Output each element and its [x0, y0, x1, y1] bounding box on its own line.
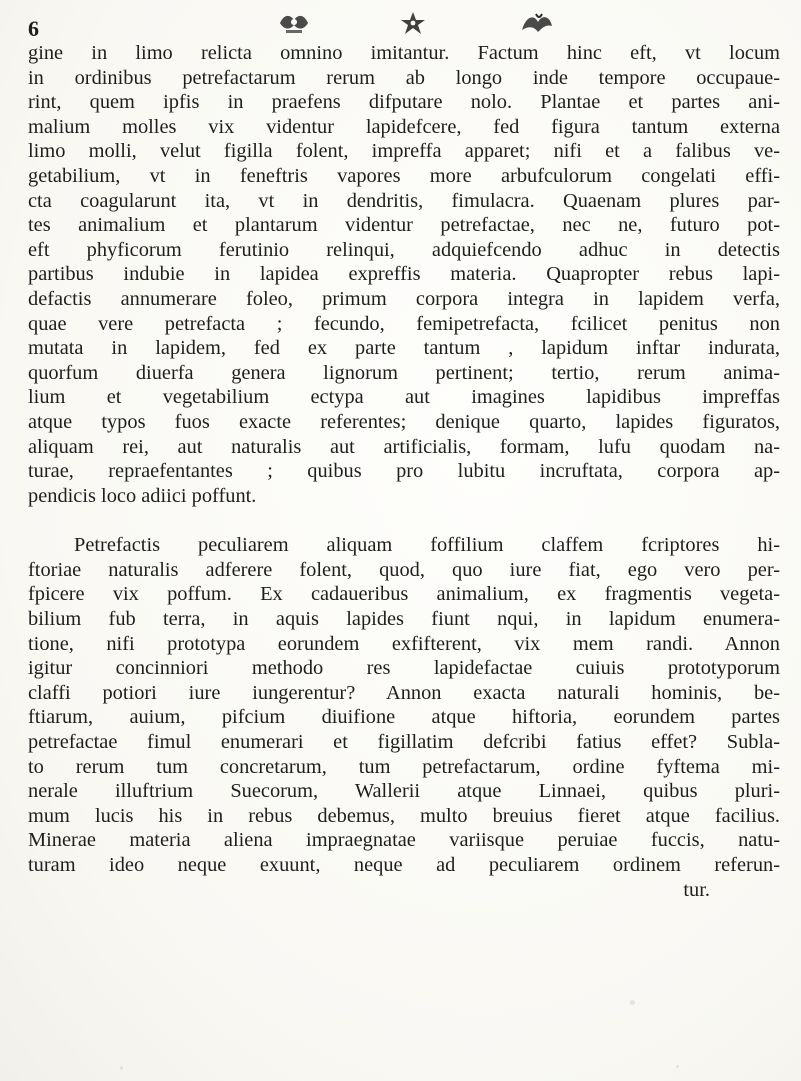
text-line: mutata in lapidem, fed ex parte tantum , lapidum inftar indurata, [28, 337, 780, 360]
paragraph-2 [28, 533, 780, 902]
paragraph-1 [28, 41, 780, 508]
text-line: quae vere petrefacta ; fecundo, femipetrefacta, fcilicet penitus non [28, 312, 780, 335]
text-line: tione, nifi prototypa eorundem exfifterent, vix mem randi. Annon [28, 632, 780, 655]
text-line: turae, repraefentantes ; quibus pro lubitu incruftata, corpora ap- [28, 460, 780, 483]
text-line: getabilium, vt in feneftris vapores more arbufculorum congelati effi- [28, 164, 780, 187]
text-line: pendicis loco adiici poffunt. [28, 484, 257, 507]
text-line: ftoriae naturalis adferere folent, quod, quo iure fiat, ego vero per- [28, 558, 780, 581]
text-line: igitur concinniori methodo res lapidefactae cuiuis prototyporum [28, 657, 780, 680]
header-ornament [248, 10, 588, 40]
paper-speck [676, 1065, 679, 1068]
body-text [28, 41, 780, 902]
paper-speck [630, 1000, 635, 1005]
text-line: limo molli, velut figilla folent, impreffa apparet; nifi et a falibus ve- [28, 140, 780, 163]
text-line: rint, quem ipfis in praefens difputare nolo. Plantae et partes ani- [28, 91, 780, 114]
ornament-fleuron-left-icon [276, 10, 312, 36]
text-line: tur. [683, 878, 710, 901]
text-line: atque typos fuos exacte referentes; denique quarto, lapides figuratos, [28, 410, 780, 433]
text-line: fpicere vix poffum. Ex cadaueribus animalium, ex fragmentis vegeta- [28, 583, 780, 606]
ornament-fleuron-right-icon [516, 10, 556, 38]
text-line: Minerae materia aliena impraegnatae variisque peruiae fuccis, natu- [28, 829, 780, 852]
text-line: malium molles vix videntur lapidefcere, fed figura tantum externa [28, 115, 780, 138]
text-line: gine in limo relicta omnino imitantur. Factum hinc eft, vt locum [28, 42, 780, 64]
text-line: cta coagularunt ita, vt in dendritis, fimulacra. Quaenam plures par- [28, 189, 780, 212]
text-line: tes animalium et plantarum videntur petrefactae, nec ne, futuro pot- [28, 214, 780, 237]
paragraph-gap [28, 508, 780, 533]
text-line: bilium fub terra, in aquis lapides fiunt nqui, in lapidum enumera- [28, 608, 780, 631]
text-line: petrefactae fimul enumerari et figillatim defcribi fatius effet? Subla- [28, 731, 780, 754]
text-line: in ordinibus petrefactarum rerum ab longo inde tempore occupaue- [28, 66, 780, 89]
text-line: to rerum tum concretarum, tum petrefactarum, ordine fyftema mi- [28, 755, 780, 778]
page-header [28, 6, 588, 42]
text-line: ftiarum, auium, pifcium diuifione atque hiftoria, eorundem partes [28, 706, 780, 729]
text-line: aliquam rei, aut naturalis aut artificialis, formam, lufu quodam na- [28, 435, 780, 458]
text-line: quorfum diuerfa genera lignorum pertinent; tertio, rerum anima- [28, 361, 780, 384]
page-number: 6 [28, 16, 39, 41]
text-line: lium et vegetabilium ectypa aut imagines lapidibus impreffas [28, 386, 780, 409]
text-line: eft phyficorum ferutinio relinqui, adquiefcendo adhuc in detectis [28, 238, 780, 261]
text-line: defactis annumerare foleo, primum corpora integra in lapidem verfa, [28, 287, 780, 310]
text-line: nerale illuftrium Suecorum, Wallerii atque Linnaei, quibus pluri- [28, 780, 780, 803]
text-line: partibus indubie in lapidea expreffis materia. Quapropter rebus lapi- [28, 263, 780, 286]
text-line: mum lucis his in rebus debemus, multo breuius fieret atque facilius. [28, 804, 780, 827]
text-line: turam ideo neque exuunt, neque ad peculiarem ordinem referun- [28, 854, 780, 876]
text-line: Petrefactis peculiarem aliquam foffilium claffem fcriptores hi- [74, 534, 780, 557]
paper-speck [120, 1066, 123, 1070]
ornament-fleuron-center-icon [398, 10, 428, 38]
text-line: claffi potiori iure iungerentur? Annon exacta naturali hominis, be- [28, 681, 780, 704]
